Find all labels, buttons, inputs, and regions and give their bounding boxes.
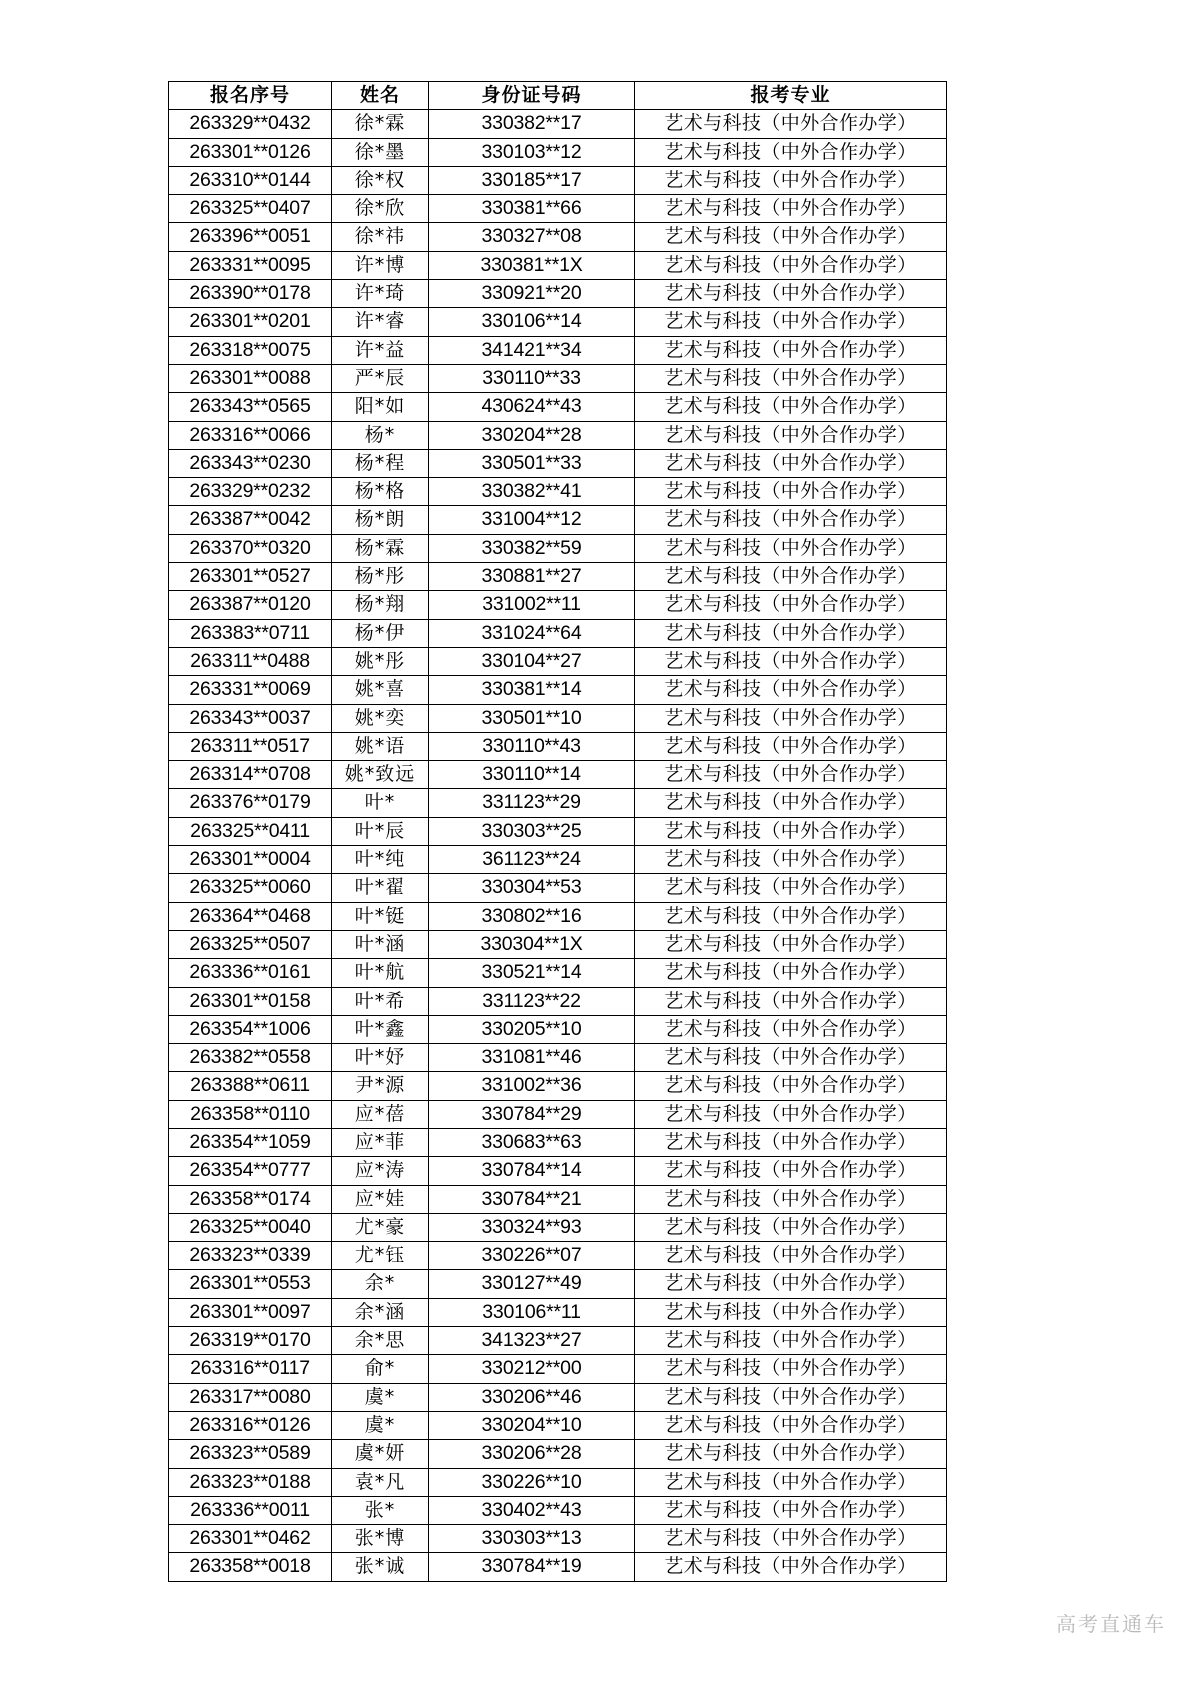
cell-registration-number: 263323**0339 [169,1242,332,1270]
cell-major: 艺术与科技（中外合作办学） [635,647,947,675]
cell-id-number: 330304**53 [429,874,635,902]
cell-name: 叶*航 [332,959,429,987]
table-row [169,449,947,477]
table-header-row [169,82,947,110]
table-row [169,138,947,166]
cell-registration-number: 263388**0611 [169,1072,332,1100]
cell-name: 姚*致远 [332,761,429,789]
cell-major: 艺术与科技（中外合作办学） [635,534,947,562]
cell-major: 艺术与科技（中外合作办学） [635,1411,947,1439]
cell-id-number: 330205**10 [429,1015,635,1043]
cell-name: 杨*翔 [332,591,429,619]
cell-name: 余* [332,1270,429,1298]
cell-name: 叶*鑫 [332,1015,429,1043]
cell-id-number: 330206**46 [429,1383,635,1411]
cell-major: 艺术与科技（中外合作办学） [635,1496,947,1524]
cell-id-number: 330303**25 [429,817,635,845]
cell-major: 艺术与科技（中外合作办学） [635,902,947,930]
cell-registration-number: 263329**0232 [169,478,332,506]
cell-name: 徐*欣 [332,195,429,223]
table-row [169,704,947,732]
cell-id-number: 330226**07 [429,1242,635,1270]
cell-id-number: 330206**28 [429,1440,635,1468]
cell-id-number: 361123**24 [429,846,635,874]
cell-id-number: 330204**10 [429,1411,635,1439]
table-row [169,308,947,336]
cell-major: 艺术与科技（中外合作办学） [635,761,947,789]
table-row [169,846,947,874]
cell-major: 艺术与科技（中外合作办学） [635,1525,947,1553]
cell-registration-number: 263390**0178 [169,280,332,308]
cell-name: 张*诚 [332,1553,429,1581]
cell-name: 姚*奕 [332,704,429,732]
table-row [169,1270,947,1298]
table-row [169,506,947,534]
cell-id-number: 331081**46 [429,1044,635,1072]
table-row [169,336,947,364]
cell-major: 艺术与科技（中外合作办学） [635,817,947,845]
table-row [169,251,947,279]
cell-id-number: 330382**17 [429,110,635,138]
cell-major: 艺术与科技（中外合作办学） [635,110,947,138]
cell-id-number: 341323**27 [429,1327,635,1355]
cell-id-number: 331024**64 [429,619,635,647]
cell-name: 虞* [332,1383,429,1411]
cell-major: 艺术与科技（中外合作办学） [635,1100,947,1128]
cell-registration-number: 263358**0110 [169,1100,332,1128]
cell-major: 艺术与科技（中外合作办学） [635,166,947,194]
watermark: 高考直通车 [1056,1612,1166,1636]
cell-name: 叶*铤 [332,902,429,930]
cell-name: 叶*纯 [332,846,429,874]
cell-id-number: 330521**14 [429,959,635,987]
cell-id-number: 330381**1X [429,251,635,279]
table-row [169,478,947,506]
cell-id-number: 330501**33 [429,449,635,477]
table-header [169,82,947,110]
cell-id-number: 331002**36 [429,1072,635,1100]
table-row [169,1242,947,1270]
cell-major: 艺术与科技（中外合作办学） [635,1468,947,1496]
table-row [169,563,947,591]
table-row [169,959,947,987]
cell-major: 艺术与科技（中外合作办学） [635,1242,947,1270]
cell-registration-number: 263331**0069 [169,676,332,704]
cell-id-number: 330382**41 [429,478,635,506]
cell-major: 艺术与科技（中外合作办学） [635,1298,947,1326]
table-row [169,280,947,308]
cell-registration-number: 263317**0080 [169,1383,332,1411]
cell-major: 艺术与科技（中外合作办学） [635,987,947,1015]
table-row [169,1044,947,1072]
table-row [169,1072,947,1100]
cell-major: 艺术与科技（中外合作办学） [635,1157,947,1185]
table-row [169,1383,947,1411]
cell-major: 艺术与科技（中外合作办学） [635,874,947,902]
cell-name: 杨*霖 [332,534,429,562]
table-row [169,647,947,675]
cell-registration-number: 263358**0174 [169,1185,332,1213]
cell-major: 艺术与科技（中外合作办学） [635,393,947,421]
cell-id-number: 330110**14 [429,761,635,789]
cell-registration-number: 263325**0060 [169,874,332,902]
table-row [169,1327,947,1355]
cell-registration-number: 263311**0517 [169,732,332,760]
cell-id-number: 330382**59 [429,534,635,562]
cell-id-number: 341421**34 [429,336,635,364]
cell-registration-number: 263318**0075 [169,336,332,364]
cell-major: 艺术与科技（中外合作办学） [635,364,947,392]
table-row [169,987,947,1015]
cell-major: 艺术与科技（中外合作办学） [635,1553,947,1581]
cell-registration-number: 263314**0708 [169,761,332,789]
table-row [169,874,947,902]
cell-registration-number: 263396**0051 [169,223,332,251]
table-row [169,393,947,421]
cell-id-number: 330381**66 [429,195,635,223]
cell-major: 艺术与科技（中外合作办学） [635,1383,947,1411]
table-row [169,619,947,647]
cell-major: 艺术与科技（中外合作办学） [635,846,947,874]
cell-major: 艺术与科技（中外合作办学） [635,732,947,760]
cell-major: 艺术与科技（中外合作办学） [635,506,947,534]
cell-id-number: 330784**21 [429,1185,635,1213]
cell-name: 张*博 [332,1525,429,1553]
cell-name: 徐*权 [332,166,429,194]
cell-id-number: 330304**1X [429,930,635,958]
cell-major: 艺术与科技（中外合作办学） [635,1440,947,1468]
cell-registration-number: 263301**0004 [169,846,332,874]
cell-major: 艺术与科技（中外合作办学） [635,789,947,817]
cell-registration-number: 263343**0037 [169,704,332,732]
table-row [169,223,947,251]
cell-name: 杨*朗 [332,506,429,534]
cell-name: 杨*彤 [332,563,429,591]
cell-registration-number: 263301**0527 [169,563,332,591]
cell-id-number: 330784**19 [429,1553,635,1581]
cell-name: 袁*凡 [332,1468,429,1496]
cell-major: 艺术与科技（中外合作办学） [635,563,947,591]
cell-name: 应*涛 [332,1157,429,1185]
cell-id-number: 330683**63 [429,1128,635,1156]
cell-registration-number: 263331**0095 [169,251,332,279]
cell-registration-number: 263354**1059 [169,1128,332,1156]
table-row [169,1128,947,1156]
cell-name: 叶*妤 [332,1044,429,1072]
cell-name: 姚*喜 [332,676,429,704]
table-row [169,761,947,789]
cell-registration-number: 263387**0042 [169,506,332,534]
cell-name: 杨* [332,421,429,449]
cell-name: 叶*翟 [332,874,429,902]
cell-registration-number: 263354**1006 [169,1015,332,1043]
cell-registration-number: 263343**0230 [169,449,332,477]
cell-name: 杨*伊 [332,619,429,647]
cell-name: 叶*辰 [332,817,429,845]
table-row [169,1185,947,1213]
table-row [169,591,947,619]
cell-id-number: 330921**20 [429,280,635,308]
cell-id-number: 331004**12 [429,506,635,534]
cell-id-number: 330127**49 [429,1270,635,1298]
cell-name: 严*辰 [332,364,429,392]
cell-registration-number: 263316**0126 [169,1411,332,1439]
table-row [169,732,947,760]
table-row [169,817,947,845]
table-row [169,166,947,194]
table-row [169,1525,947,1553]
cell-id-number: 330784**14 [429,1157,635,1185]
table-row [169,1298,947,1326]
cell-major: 艺术与科技（中外合作办学） [635,1213,947,1241]
table-row [169,930,947,958]
cell-major: 艺术与科技（中外合作办学） [635,1044,947,1072]
cell-name: 姚*彤 [332,647,429,675]
cell-id-number: 330802**16 [429,902,635,930]
table-row [169,789,947,817]
cell-registration-number: 263311**0488 [169,647,332,675]
cell-name: 徐*墨 [332,138,429,166]
cell-name: 许*益 [332,336,429,364]
cell-id-number: 330303**13 [429,1525,635,1553]
cell-id-number: 330501**10 [429,704,635,732]
table-row [169,1355,947,1383]
table-row [169,676,947,704]
cell-id-number: 330784**29 [429,1100,635,1128]
table-row [169,364,947,392]
cell-registration-number: 263301**0126 [169,138,332,166]
cell-name: 杨*程 [332,449,429,477]
cell-name: 应*娃 [332,1185,429,1213]
table-row [169,534,947,562]
cell-id-number: 330106**14 [429,308,635,336]
cell-name: 虞*妍 [332,1440,429,1468]
table-row [169,195,947,223]
table-row [169,1157,947,1185]
cell-registration-number: 263301**0553 [169,1270,332,1298]
cell-major: 艺术与科技（中外合作办学） [635,478,947,506]
cell-major: 艺术与科技（中外合作办学） [635,336,947,364]
cell-name: 叶*涵 [332,930,429,958]
table-row [169,1496,947,1524]
cell-id-number: 330106**11 [429,1298,635,1326]
table-row [169,1100,947,1128]
cell-registration-number: 263387**0120 [169,591,332,619]
cell-id-number: 330212**00 [429,1355,635,1383]
cell-major: 艺术与科技（中外合作办学） [635,1270,947,1298]
table-row [169,110,947,138]
cell-registration-number: 263325**0507 [169,930,332,958]
cell-name: 应*菲 [332,1128,429,1156]
cell-name: 尹*源 [332,1072,429,1100]
cell-registration-number: 263301**0088 [169,364,332,392]
table-row [169,1411,947,1439]
table-row [169,421,947,449]
cell-major: 艺术与科技（中外合作办学） [635,591,947,619]
cell-id-number: 330381**14 [429,676,635,704]
cell-name: 许*博 [332,251,429,279]
cell-id-number: 330204**28 [429,421,635,449]
cell-registration-number: 263370**0320 [169,534,332,562]
cell-registration-number: 263376**0179 [169,789,332,817]
roster-table [168,81,947,1582]
cell-name: 余*涵 [332,1298,429,1326]
table-row [169,902,947,930]
table-row [169,1213,947,1241]
column-header-id-number: 身份证号码 [429,82,635,110]
table-body [169,110,947,1581]
cell-id-number: 330110**43 [429,732,635,760]
cell-major: 艺术与科技（中外合作办学） [635,1327,947,1355]
cell-id-number: 331123**22 [429,987,635,1015]
cell-registration-number: 263316**0066 [169,421,332,449]
cell-registration-number: 263383**0711 [169,619,332,647]
cell-name: 阳*如 [332,393,429,421]
cell-name: 徐*霖 [332,110,429,138]
cell-major: 艺术与科技（中外合作办学） [635,195,947,223]
cell-major: 艺术与科技（中外合作办学） [635,251,947,279]
cell-registration-number: 263336**0161 [169,959,332,987]
cell-major: 艺术与科技（中外合作办学） [635,449,947,477]
cell-registration-number: 263316**0117 [169,1355,332,1383]
cell-major: 艺术与科技（中外合作办学） [635,308,947,336]
cell-id-number: 330185**17 [429,166,635,194]
cell-major: 艺术与科技（中外合作办学） [635,1128,947,1156]
cell-major: 艺术与科技（中外合作办学） [635,138,947,166]
cell-registration-number: 263325**0407 [169,195,332,223]
cell-id-number: 331002**11 [429,591,635,619]
cell-major: 艺术与科技（中外合作办学） [635,1015,947,1043]
cell-major: 艺术与科技（中外合作办学） [635,1355,947,1383]
cell-major: 艺术与科技（中外合作办学） [635,421,947,449]
cell-name: 叶* [332,789,429,817]
cell-name: 张* [332,1496,429,1524]
cell-id-number: 330327**08 [429,223,635,251]
column-header-name: 姓名 [332,82,429,110]
cell-name: 虞* [332,1411,429,1439]
cell-registration-number: 263301**0462 [169,1525,332,1553]
cell-major: 艺术与科技（中外合作办学） [635,704,947,732]
cell-name: 徐*祎 [332,223,429,251]
cell-name: 杨*格 [332,478,429,506]
cell-major: 艺术与科技（中外合作办学） [635,676,947,704]
cell-name: 许*睿 [332,308,429,336]
cell-registration-number: 263323**0188 [169,1468,332,1496]
table-row [169,1468,947,1496]
cell-registration-number: 263301**0201 [169,308,332,336]
cell-id-number: 330226**10 [429,1468,635,1496]
cell-id-number: 330110**33 [429,364,635,392]
cell-name: 俞* [332,1355,429,1383]
cell-registration-number: 263358**0018 [169,1553,332,1581]
cell-major: 艺术与科技（中外合作办学） [635,1185,947,1213]
cell-major: 艺术与科技（中外合作办学） [635,959,947,987]
cell-id-number: 330324**93 [429,1213,635,1241]
table-row [169,1553,947,1581]
cell-name: 余*思 [332,1327,429,1355]
cell-id-number: 330402**43 [429,1496,635,1524]
cell-name: 叶*希 [332,987,429,1015]
cell-name: 应*蓓 [332,1100,429,1128]
cell-major: 艺术与科技（中外合作办学） [635,619,947,647]
cell-id-number: 331123**29 [429,789,635,817]
cell-registration-number: 263310**0144 [169,166,332,194]
column-header-registration-number: 报名序号 [169,82,332,110]
cell-registration-number: 263364**0468 [169,902,332,930]
cell-registration-number: 263343**0565 [169,393,332,421]
cell-registration-number: 263319**0170 [169,1327,332,1355]
cell-registration-number: 263336**0011 [169,1496,332,1524]
cell-name: 姚*语 [332,732,429,760]
cell-registration-number: 263329**0432 [169,110,332,138]
cell-id-number: 430624**43 [429,393,635,421]
cell-name: 尤*钰 [332,1242,429,1270]
cell-name: 许*琦 [332,280,429,308]
cell-registration-number: 263301**0097 [169,1298,332,1326]
cell-registration-number: 263325**0040 [169,1213,332,1241]
table-row [169,1440,947,1468]
roster-table-container [168,81,946,1582]
cell-registration-number: 263382**0558 [169,1044,332,1072]
cell-major: 艺术与科技（中外合作办学） [635,223,947,251]
cell-id-number: 330103**12 [429,138,635,166]
cell-name: 尤*豪 [332,1213,429,1241]
cell-major: 艺术与科技（中外合作办学） [635,280,947,308]
cell-major: 艺术与科技（中外合作办学） [635,1072,947,1100]
cell-id-number: 330104**27 [429,647,635,675]
cell-registration-number: 263301**0158 [169,987,332,1015]
cell-id-number: 330881**27 [429,563,635,591]
cell-registration-number: 263323**0589 [169,1440,332,1468]
cell-registration-number: 263325**0411 [169,817,332,845]
column-header-major: 报考专业 [635,82,947,110]
cell-major: 艺术与科技（中外合作办学） [635,930,947,958]
table-row [169,1015,947,1043]
cell-registration-number: 263354**0777 [169,1157,332,1185]
